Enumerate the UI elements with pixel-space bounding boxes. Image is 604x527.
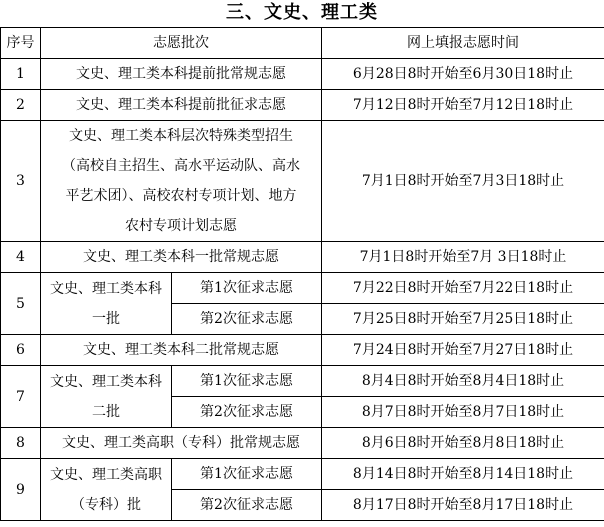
row-no: 9 <box>1 459 41 521</box>
row-group <box>41 273 172 335</box>
row-group-line: 文史、理工类高职 <box>50 466 162 483</box>
row-batch <box>41 121 322 242</box>
row-time: 7月25日8时开始至7月25日18时止 <box>322 304 604 335</box>
row-group-line: 文史、理工类本科 <box>50 280 162 297</box>
row-time: 8月7日8时开始至8月7日18时止 <box>322 397 604 428</box>
row-no: 7 <box>1 366 41 428</box>
row-batch: 文史、理工类本科一批常规志愿 <box>41 242 322 273</box>
row-batch: 文史、理工类高职（专科）批常规志愿 <box>41 428 322 459</box>
row-batch-line: 农村专项计划志愿 <box>125 218 237 234</box>
table-row <box>1 366 604 397</box>
row-batch-line: （高校自主招生、高水平运动队、高水 <box>62 158 300 174</box>
row-no: 1 <box>1 59 41 90</box>
row-no: 3 <box>1 121 41 242</box>
schedule-table <box>0 27 604 521</box>
table-row <box>1 459 604 490</box>
row-batch-line: 文史、理工类本科层次特殊类型招生 <box>69 128 293 144</box>
row-sub-label: 第2次征求志愿 <box>172 490 322 521</box>
row-time: 7月12日8时开始至7月12日18时止 <box>322 90 604 121</box>
row-time: 7月22日8时开始至7月22日18时止 <box>322 273 604 304</box>
row-time: 7月1日8时开始至7月 3日18时止 <box>322 242 604 273</box>
row-time: 7月24日8时开始至7月27日18时止 <box>322 335 604 366</box>
row-group-line: 一批 <box>92 310 120 327</box>
row-sub-label: 第1次征求志愿 <box>172 459 322 490</box>
row-time: 8月6日8时开始至8月8日18时止 <box>322 428 604 459</box>
row-batch: 文史、理工类本科提前批征求志愿 <box>41 90 322 121</box>
row-no: 8 <box>1 428 41 459</box>
row-group-line: 文史、理工类本科 <box>50 373 162 390</box>
row-group-line: （专科）批 <box>71 496 141 513</box>
row-group <box>41 459 172 521</box>
row-no: 5 <box>1 273 41 335</box>
row-group <box>41 366 172 428</box>
header-batch: 志愿批次 <box>41 28 322 59</box>
row-sub-label: 第2次征求志愿 <box>172 304 322 335</box>
row-time: 7月1日8时开始至7月3日18时止 <box>322 121 604 242</box>
row-sub-label: 第1次征求志愿 <box>172 273 322 304</box>
header-no: 序号 <box>1 28 41 59</box>
row-no: 2 <box>1 90 41 121</box>
row-group-line: 二批 <box>92 403 120 420</box>
page-title: 三、文史、理工类 <box>226 2 378 23</box>
row-time: 8月14日8时开始至8月14日18时止 <box>322 459 604 490</box>
table-row <box>1 335 604 366</box>
table-row <box>1 273 604 304</box>
table-row <box>1 428 604 459</box>
table-row <box>1 90 604 121</box>
table-row <box>1 242 604 273</box>
table-row <box>1 59 604 90</box>
header-time: 网上填报志愿时间 <box>322 28 604 59</box>
row-time: 8月4日8时开始至8月4日18时止 <box>322 366 604 397</box>
row-sub-label: 第1次征求志愿 <box>172 366 322 397</box>
row-batch-line: 平艺术团）、高校农村专项计划、地方 <box>65 188 297 204</box>
row-batch: 文史、理工类本科提前批常规志愿 <box>41 59 322 90</box>
row-no: 4 <box>1 242 41 273</box>
row-time: 6月28日8时开始至6月30日18时止 <box>322 59 604 90</box>
row-no: 6 <box>1 335 41 366</box>
row-time: 8月17日8时开始至8月17日18时止 <box>322 490 604 521</box>
row-sub-label: 第2次征求志愿 <box>172 397 322 428</box>
header-row <box>1 28 604 59</box>
row-batch: 文史、理工类本科二批常规志愿 <box>41 335 322 366</box>
table-row <box>1 121 604 242</box>
